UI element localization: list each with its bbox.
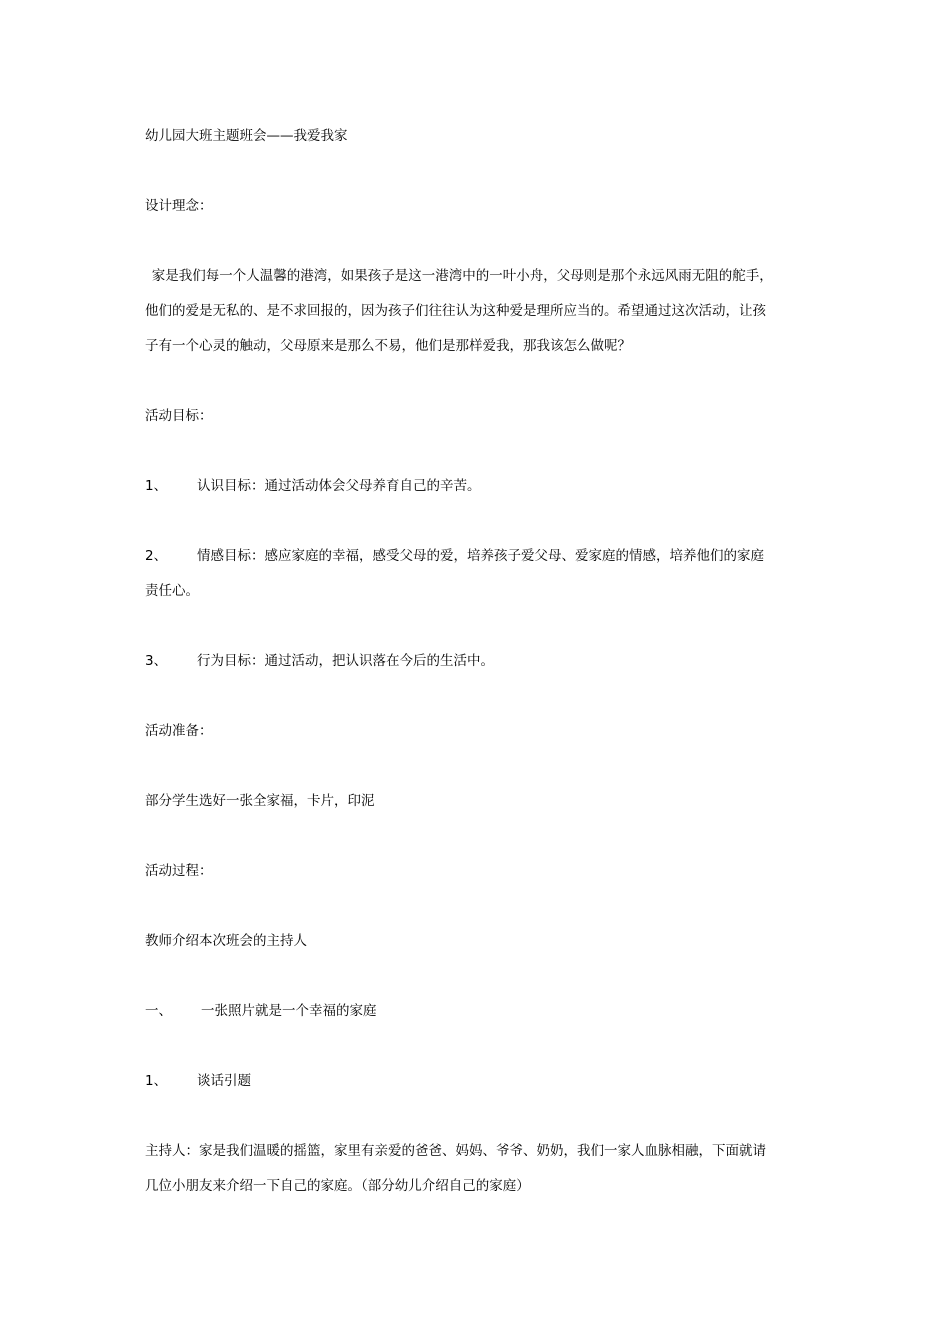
goals-heading: 活动目标：: [145, 408, 213, 424]
concept-line: 子有一个心灵的触动，父母原来是那么不易，他们是那样爱我，那我该怎么做呢？: [145, 338, 631, 354]
section-heading: [145, 994, 810, 1029]
concept-line: 家是我们每一个人温馨的港湾，如果孩子是这一港湾中的一叶小舟，父母则是那个永远风雨无阻的舵手，: [151, 268, 773, 284]
goal-text: 情感目标：感应家庭的幸福，感受父母的爱，培养孩子爱父母、爱家庭的情感，培养他们的家庭: [197, 548, 764, 564]
goal-item: [145, 644, 810, 679]
prep-text: 部分学生选好一张全家福，卡片，印泥: [145, 793, 375, 809]
section-title: 一张照片就是一个幸福的家庭: [201, 1003, 377, 1019]
goal-text: 认识目标：通过活动体会父母养育自己的辛苦。: [197, 478, 481, 494]
prep-heading: 活动准备：: [145, 723, 213, 739]
process-heading: 活动过程：: [145, 863, 213, 879]
concept-line: 他们的爱是无私的、是不求回报的，因为孩子们往往认为这种爱是理所应当的。希望通过这次活动，让孩: [145, 303, 766, 319]
goal-number: 3、: [145, 653, 168, 669]
intro-text: 教师介绍本次班会的主持人: [145, 933, 307, 949]
host-line: 主持人：家是我们温暖的摇篮，家里有亲爱的爸爸、妈妈、爷爷、奶奶，我们一家人血脉相融，下面就请: [145, 1143, 766, 1159]
goal-item: [145, 539, 810, 574]
host-line: 几位小朋友来介绍一下自己的家庭。（部分幼儿介绍自己的家庭）: [145, 1178, 530, 1194]
section-number: 一、: [145, 1003, 172, 1019]
concept-heading: 设计理念：: [145, 198, 213, 214]
goal-text: 行为目标：通过活动，把认识落在今后的生活中。: [197, 653, 494, 669]
goal-number: 2、: [145, 548, 168, 564]
step-title: 谈话引题: [197, 1073, 251, 1089]
step-number: 1、: [145, 1073, 168, 1089]
goal-number: 1、: [145, 478, 168, 494]
goal-text-continued: 责任心。: [145, 583, 199, 599]
goal-item: [145, 469, 810, 504]
step-item: [145, 1064, 810, 1099]
document-title: 幼儿园大班主题班会——我爱我家: [145, 128, 348, 144]
